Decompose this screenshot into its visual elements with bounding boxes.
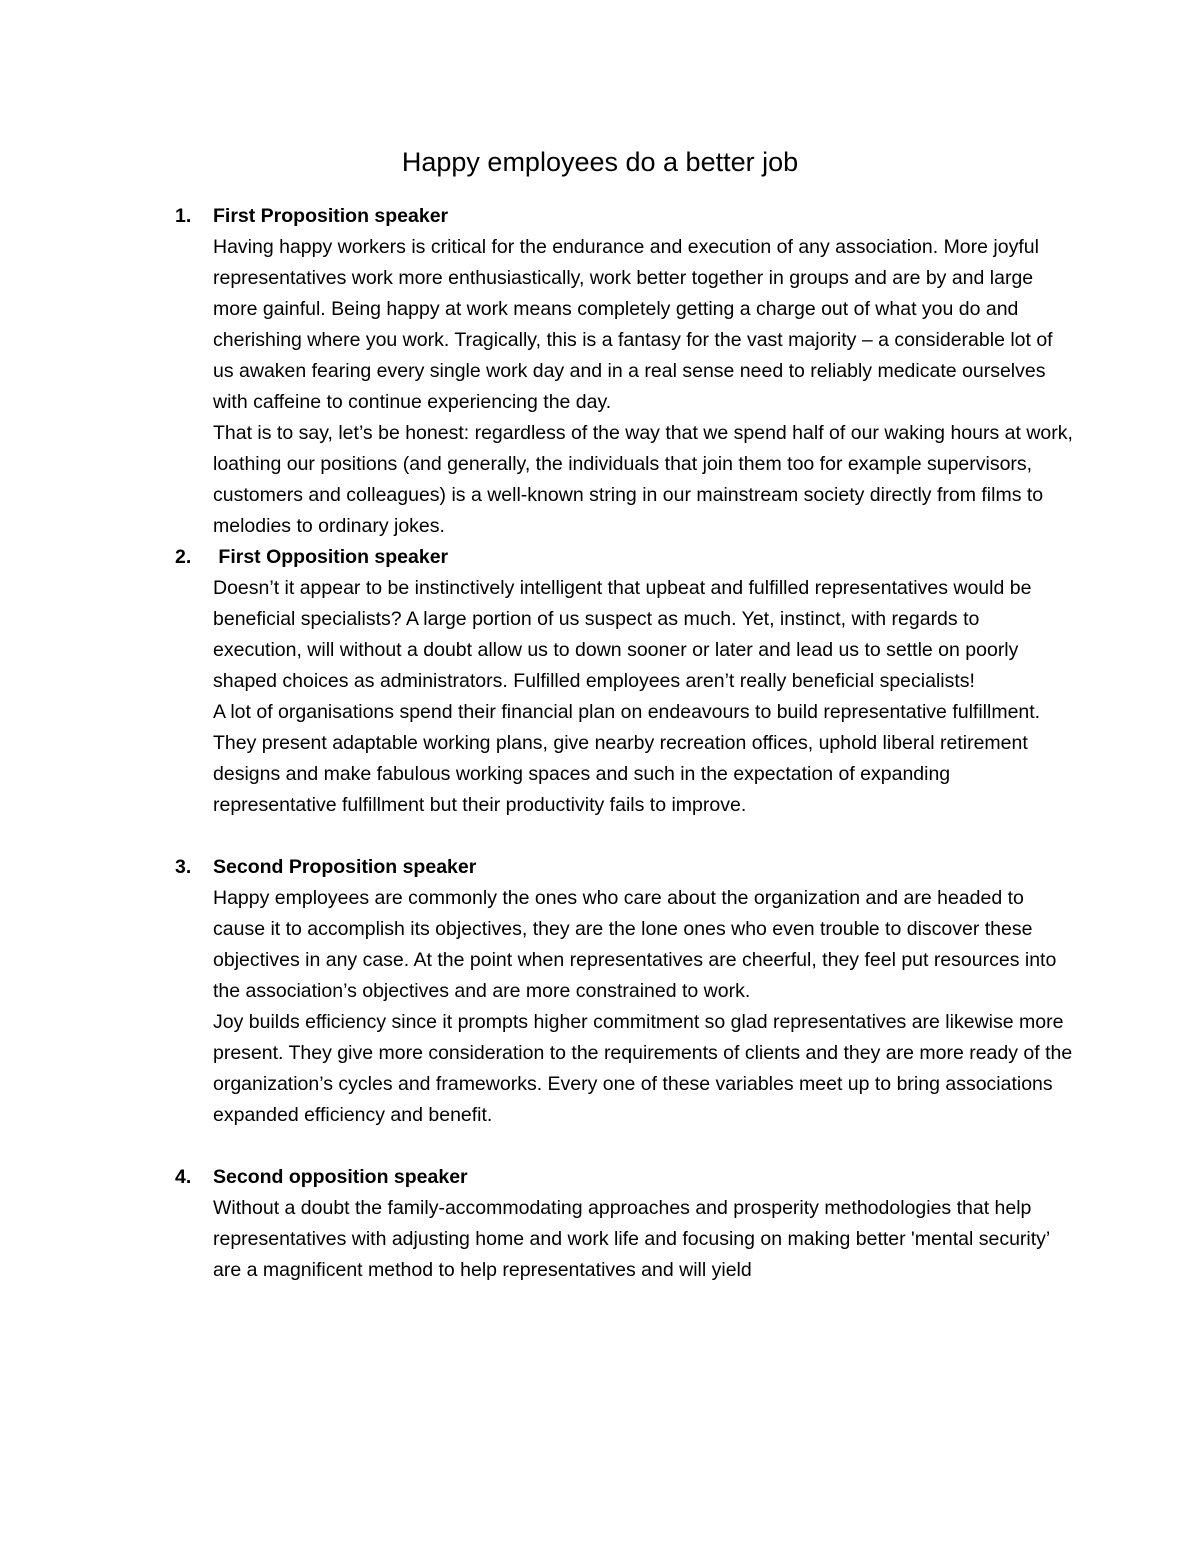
- item-paragraph: Having happy workers is critical for the endurance and execution of any association. More joyful representatives work more enthusiastically, work better together in groups and are by and large more gainful. Being happy at work means completely getting a charge out of what you do and cherishing where you work. Tragically, this is a fantasy for the vast majority – a considerable lot of us awaken fearing every single work day and in a real sense need to reliably medicate ourselves with caffeine to continue experiencing the day.: [213, 236, 1053, 413]
- item-number: 3.: [175, 856, 192, 878]
- item-paragraph: A lot of organisations spend their financial plan on endeavours to build representative fulfillment. They present adaptable working plans, give nearby recreation offices, uphold liberal retirement designs and make fabulous working spaces and such in the expectation of expanding representative fulfillment but their productivity fails to improve.: [213, 701, 1041, 816]
- item-number: 4.: [175, 1166, 192, 1188]
- item-paragraph: Happy employees are commonly the ones who care about the organization and are headed to cause it to accomplish its objectives, they are the lone ones who even trouble to discover these objectives in any case. At the point when representatives are cheerful, they feel put resources into the association’s objectives and are more constrained to work.: [213, 887, 1057, 1002]
- list-item: [175, 542, 1073, 821]
- speaker-list: [175, 201, 1073, 1286]
- item-heading: First Opposition speaker: [213, 546, 449, 568]
- item-number: 1.: [175, 205, 192, 227]
- list-item: [175, 852, 1073, 1131]
- item-paragraph: Without a doubt the family-accommodating approaches and prosperity methodologies that help representatives with adjusting home and work life and focusing on making better 'mental security’ are a magnificent method to help representatives and will yield: [213, 1197, 1050, 1281]
- item-heading: Second Proposition speaker: [213, 856, 477, 878]
- item-heading: Second opposition speaker: [213, 1166, 468, 1188]
- item-heading: First Proposition speaker: [213, 205, 449, 227]
- item-number: 2.: [175, 546, 192, 568]
- list-item: [175, 1162, 1073, 1286]
- document-title: Happy employees do a better job: [401, 147, 799, 177]
- item-paragraph: Joy builds efficiency since it prompts higher commitment so glad representatives are likewise more present. They give more consideration to the requirements of clients and they are more ready of the organization’s cycles and frameworks. Every one of these variables meet up to bring associations expanded efficiency and benefit.: [213, 1011, 1073, 1126]
- item-paragraph: Doesn’t it appear to be instinctively intelligent that upbeat and fulfilled representatives would be beneficial specialists? A large portion of us suspect as much. Yet, instinct, with regards to execution, will without a doubt allow us to down sooner or later and lead us to settle on poorly shaped choices as administrators. Fulfilled employees aren’t really beneficial specialists!: [213, 577, 1032, 692]
- item-paragraph: That is to say, let’s be honest: regardless of the way that we spend half of our waking hours at work, loathing our positions (and generally, the individuals that join them too for example supervisors, customers and colleagues) is a well-known string in our mainstream society directly from films to melodies to ordinary jokes.: [213, 422, 1073, 537]
- list-item: [175, 201, 1073, 542]
